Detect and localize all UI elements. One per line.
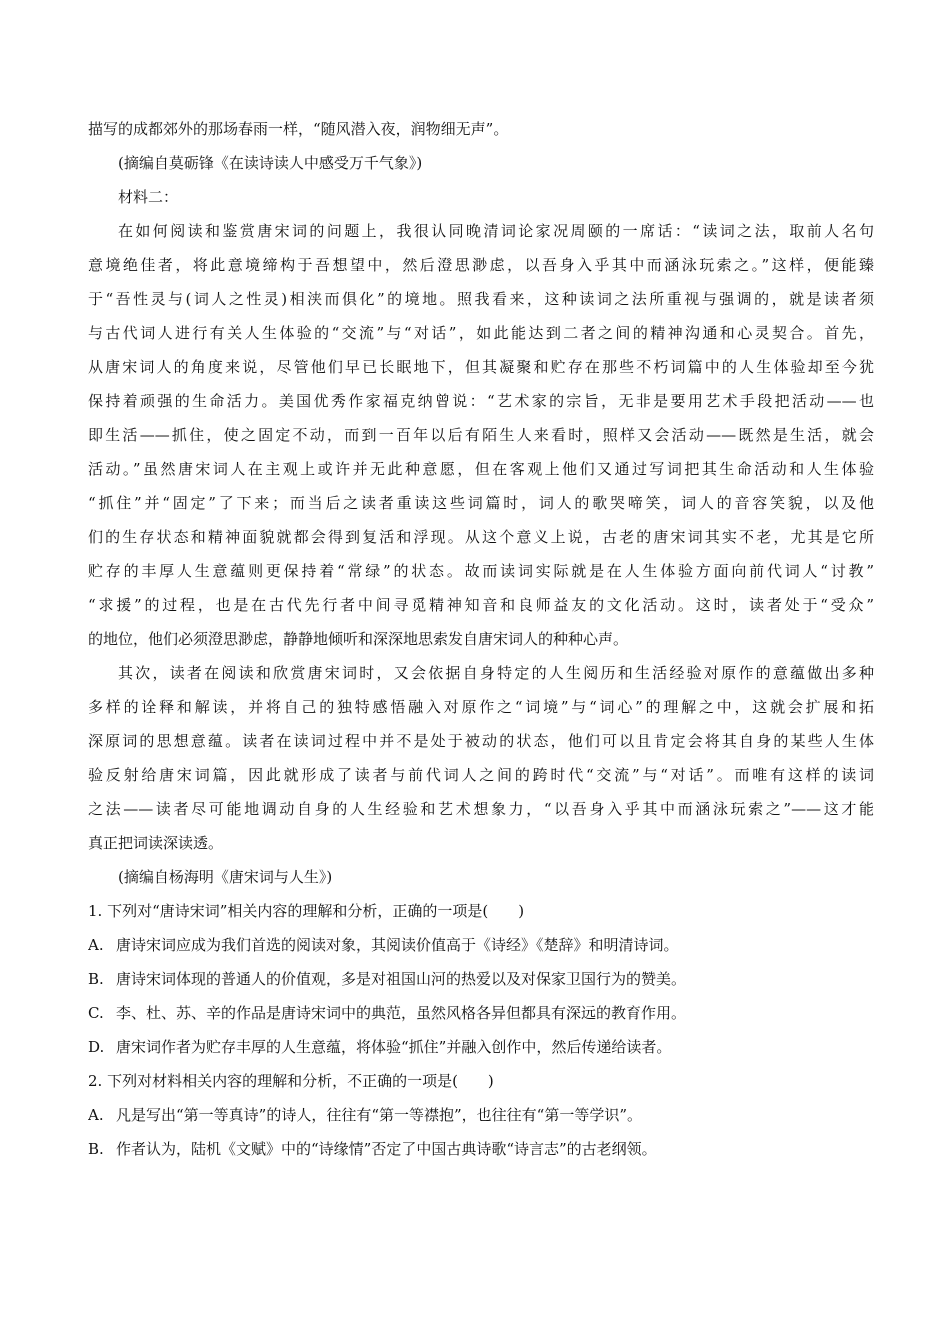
text-line: 描写的成都郊外的那场春雨一样，“随风潜入夜，润物细无声”。 xyxy=(88,120,509,138)
text-line: 即生活——抓住，使之固定不动，而到一百年以后有陌生人来看时，照样又会活动——既然是生活，就会 xyxy=(88,426,874,444)
option-text: 李、杜、苏、辛的作品是唐诗宋词中的典范，虽然风格各异但都具有深远的教育作用。 xyxy=(116,1004,687,1022)
option-c xyxy=(88,996,874,1030)
text-line: 与古代词人进行有关人生体验的“交流”与“对话”，如此能达到二者之间的精神沟通和心灵契合。首先， xyxy=(88,324,874,342)
option-text: 唐诗宋词体现的普通人的价值观，多是对祖国山河的热爱以及对保家卫国行为的赞美。 xyxy=(116,970,687,988)
option-d xyxy=(88,1030,874,1064)
option-text: 凡是写出“第一等真诗”的诗人，往往有“第一等襟抱”，也往往有“第一等学识”。 xyxy=(116,1106,643,1124)
text-line: 的地位，他们必须澄思渺虑，静静地倾听和深深地思索发自唐宋词人的种种心声。 xyxy=(88,630,629,648)
text-line: 真正把词读深读透。 xyxy=(88,834,224,852)
document-page xyxy=(88,112,874,1166)
option-text: 唐宋词作者为贮存丰厚的人生意蕴，将体验“抓住”并融入创作中，然后传递给读者。 xyxy=(116,1038,672,1056)
text-line: 多样的诠释和解读，并将自己的独特感悟融入对原作之“词境”与“词心”的理解之中，这就会扩展和拓 xyxy=(88,698,874,716)
question-2 xyxy=(88,1064,874,1166)
text-line: 于“吾性灵与(词人之性灵)相浃而俱化”的境地。照我看来，这种读词之法所重视与强调的，就是读者须 xyxy=(88,290,874,308)
section-heading: 材料二： xyxy=(118,188,179,206)
text-line: 从唐宋词人的角度来说，尽管他们早已长眠地下，但其凝聚和贮存在那些不朽词篇中的人生体验却至今犹 xyxy=(88,358,874,376)
source-citation: (摘编自莫砺锋《在读诗读人中感受万千气象》) xyxy=(118,154,423,172)
option-a xyxy=(88,928,874,962)
option-a xyxy=(88,1098,874,1132)
option-label: D. xyxy=(88,1038,105,1056)
text-line: 意境绝佳者，将此意境缔构于吾想望中，然后澄思渺虑，以吾身入乎其中而涵泳玩索之。”这样，便能臻 xyxy=(88,256,874,274)
option-label: B. xyxy=(88,1140,104,1158)
text-line: 活动。”虽然唐宋词人在主观上或许并无此种意愿，但在客观上他们又通过写词把其生命活动和人生体验 xyxy=(88,460,874,478)
text-line: 们的生存状态和精神面貌就都会得到复活和浮现。从这个意义上说，古老的唐宋词其实不老，尤其是它所 xyxy=(88,528,874,546)
text-line: 贮存的丰厚人生意蕴则更保持着“常绿”的状态。故而读词实际就是在人生体验方面向前代词人“讨教” xyxy=(88,562,874,580)
text-line: 保持着顽强的生命活力。美国优秀作家福克纳曾说：“艺术家的宗旨，无非是要用艺术手段把活动——也 xyxy=(88,392,874,410)
text-line: “抓住”并“固定”了下来；而当后之读者重读这些词篇时，词人的歌哭啼笑，词人的音容笑貌，以及他 xyxy=(88,494,874,512)
option-label: B. xyxy=(88,970,104,988)
paragraph-1 xyxy=(88,214,874,656)
question-stem: 2. 下列对材料相关内容的理解和分析，不正确的一项是( ) xyxy=(88,1072,494,1090)
text-line: 在如何阅读和鉴赏唐宋词的问题上，我很认同晚清词论家况周颐的一席话：“读词之法，取前人名句 xyxy=(118,222,874,240)
text-line: 其次，读者在阅读和欣赏唐宋词时，又会依据自身特定的人生阅历和生活经验对原作的意蕴做出多种 xyxy=(118,664,874,682)
paragraph-2 xyxy=(88,656,874,860)
text-line: 验反射给唐宋词篇，因此就形成了读者与前代词人之间的跨时代“交流”与“对话”。而唯有这样的读词 xyxy=(88,766,874,784)
option-label: A. xyxy=(88,936,104,954)
option-label: A. xyxy=(88,1106,104,1124)
question-1 xyxy=(88,894,874,1064)
question-stem: 1. 下列对“唐诗宋词”相关内容的理解和分析，正确的一项是( ) xyxy=(88,902,525,920)
text-line: “求援”的过程，也是在古代先行者中间寻觅精神知音和良师益友的文化活动。这时，读者处于“受众” xyxy=(88,596,874,614)
source-citation: (摘编自杨海明《唐宋词与人生》) xyxy=(118,868,333,886)
option-b xyxy=(88,962,874,996)
option-text: 唐诗宋词应成为我们首选的阅读对象，其阅读价值高于《诗经》《楚辞》和明清诗词。 xyxy=(116,936,679,954)
option-b xyxy=(88,1132,874,1166)
text-line: 深原词的思想意蕴。读者在读词过程中并不是处于被动的状态，他们可以且肯定会将其自身的某些人生体 xyxy=(88,732,874,750)
option-label: C. xyxy=(88,1004,104,1022)
option-text: 作者认为，陆机《文赋》中的“诗缘情”否定了中国古典诗歌“诗言志”的古老纲领。 xyxy=(116,1140,657,1158)
text-line: 之法——读者尽可能地调动自身的人生经验和艺术想象力，“以吾身入乎其中而涵泳玩索之”——这才能 xyxy=(88,800,874,818)
